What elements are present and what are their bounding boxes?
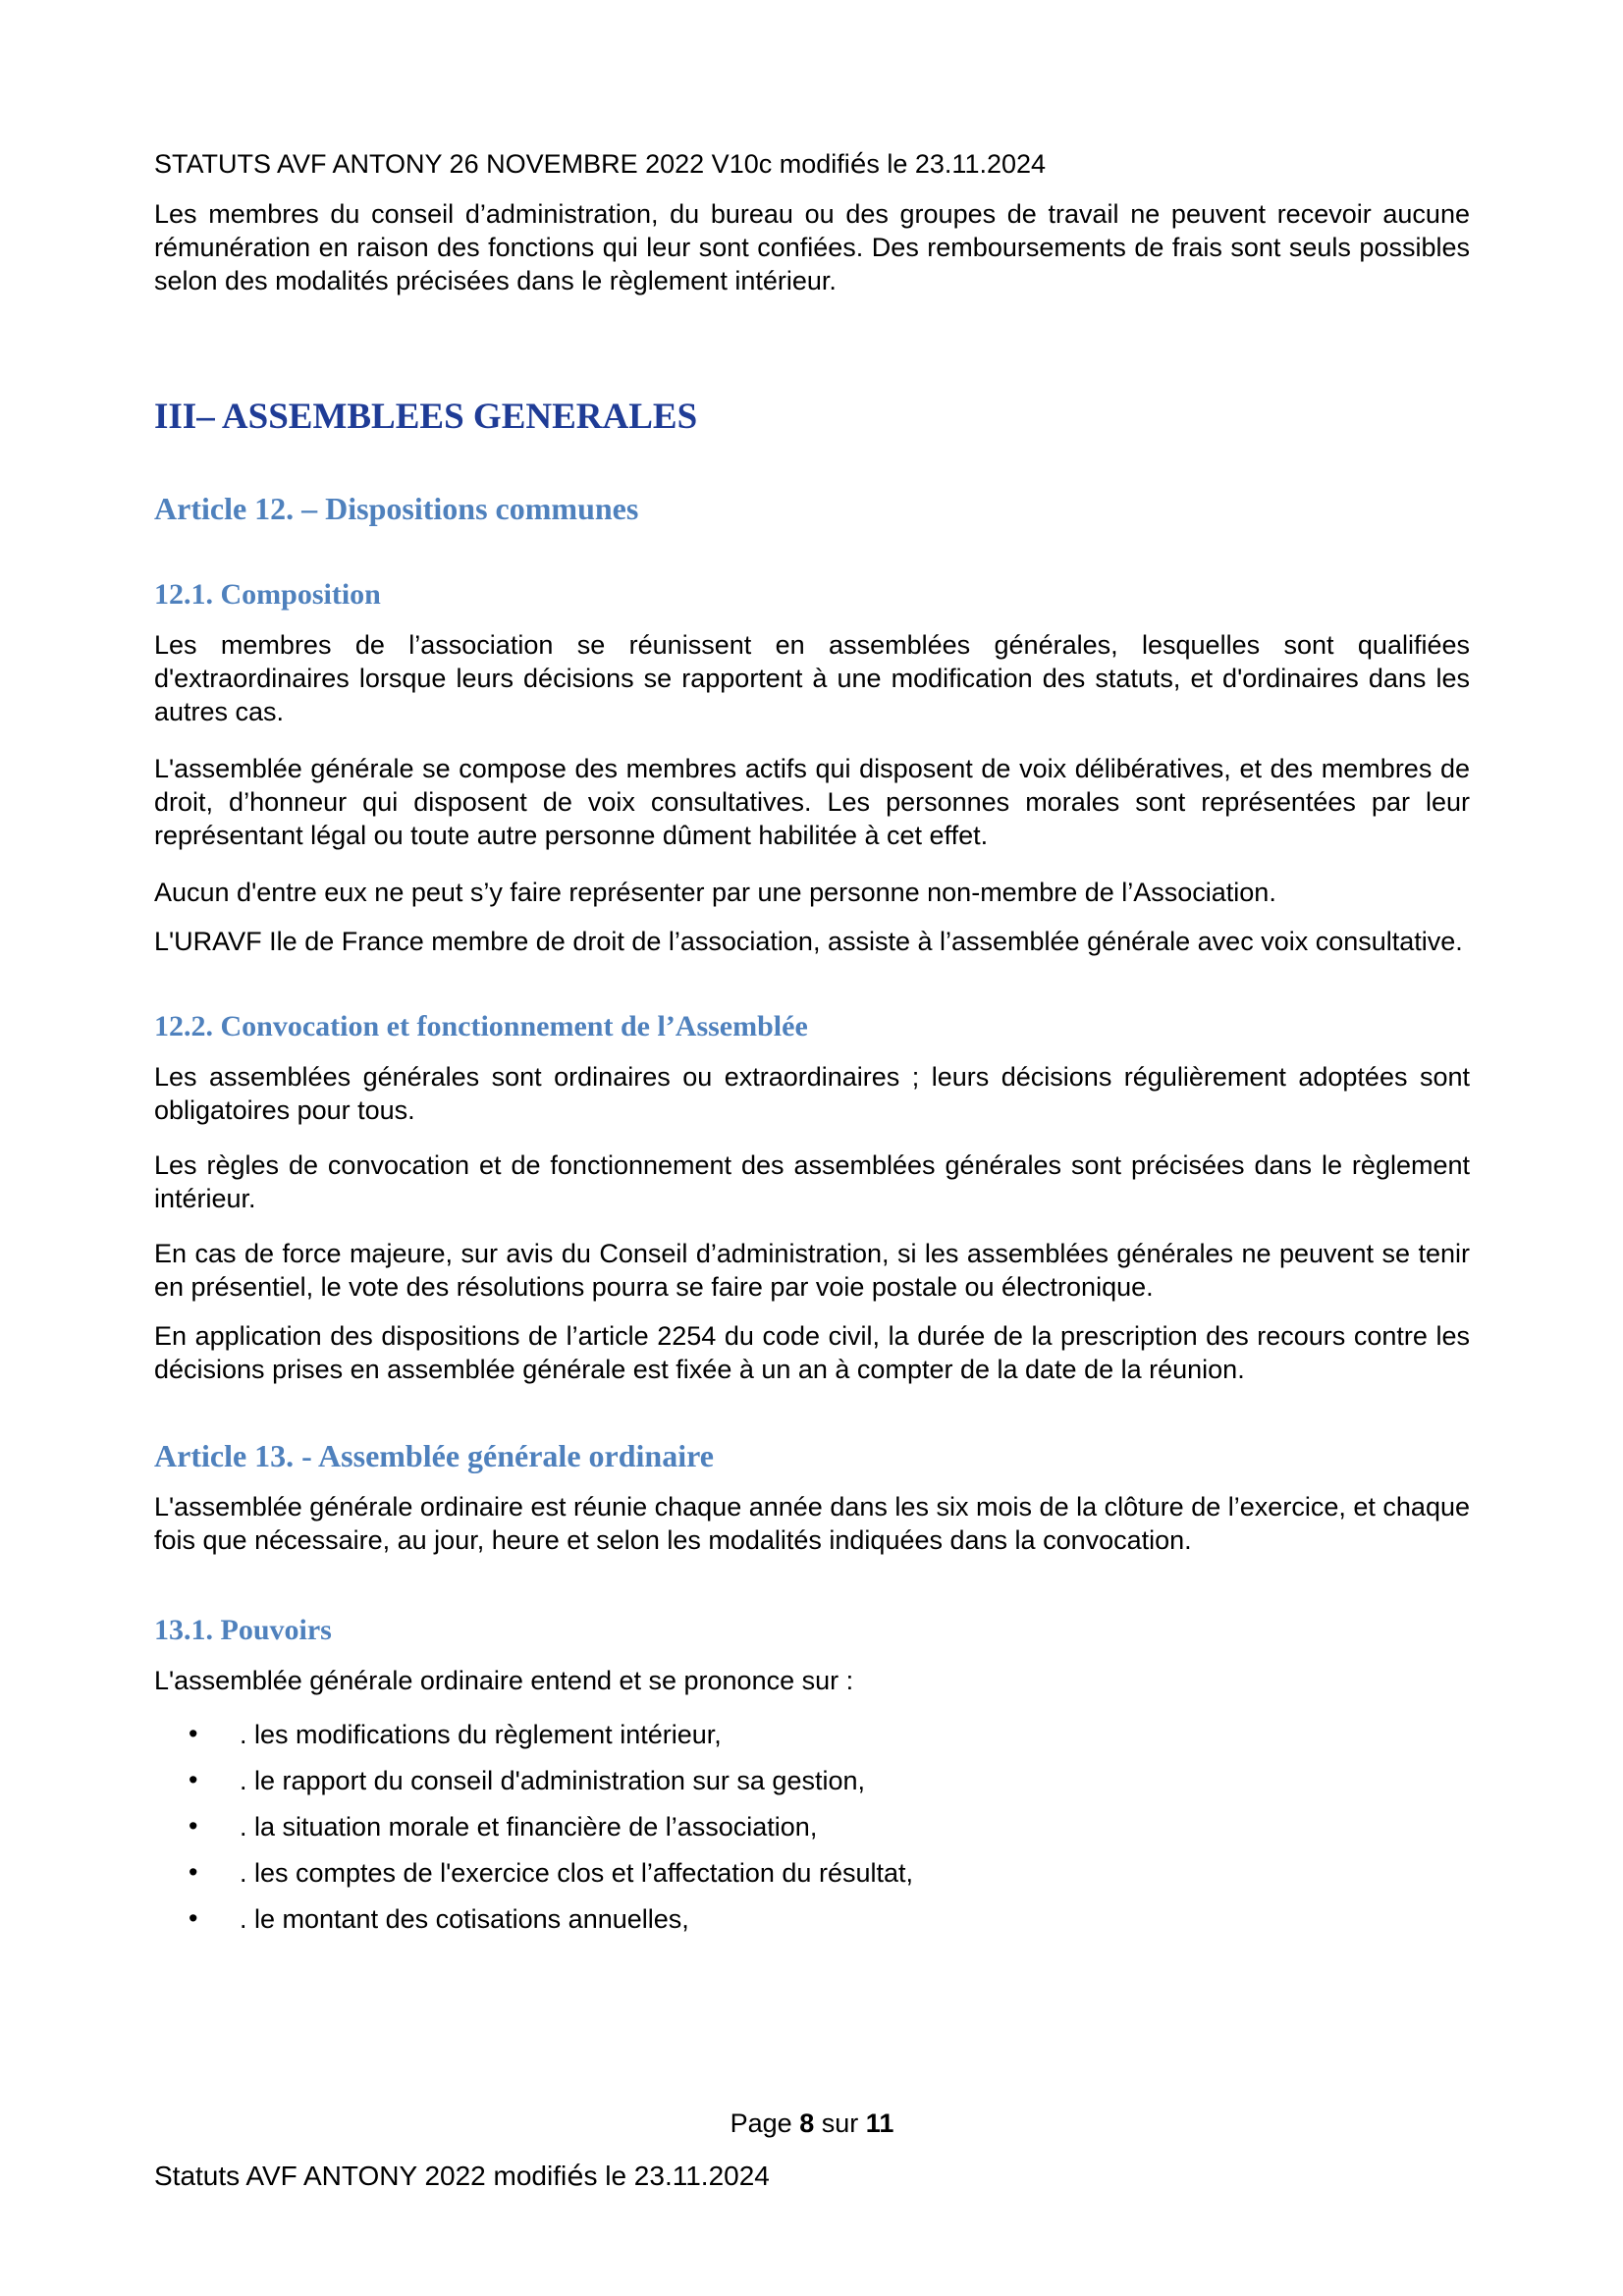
footer-accent-char: é (567, 2160, 584, 2192)
paragraph-12-1-membres: Les membres de l’association se réunissent en assemblées générales, lesquelles sont qualifiées d'extraordinaires lorsque leurs décisions se rapportent à une modification des statuts, et d'ordinaires dans les autres cas. (154, 629, 1470, 726)
page-number-current: 8 (799, 2109, 815, 2138)
list-item-cotisations: • . le montant des cotisations annuelles, (154, 1902, 1470, 1936)
paragraph-12-1-uravf: L'URAVF Ile de France membre de droit de l’association, assiste à l’assemblée générale avec voix consultative. (154, 926, 1463, 956)
list-item-situation: • . la situation morale et financière de l’association, (154, 1810, 1470, 1843)
page-number-separator: sur (821, 2109, 859, 2138)
paragraph-12-2-force-majeure: En cas de force majeure, sur avis du Conseil d’administration, si les assemblées générales ne peuvent se tenir en présentiel, le vote des résolutions pourra se faire par voie postale ou électronique. (154, 1238, 1470, 1302)
heading-12-1-composition: 12.1. Composition (154, 577, 381, 611)
paragraph-12-2-regles: Les règles de convocation et de fonctionnement des assemblées générales sont précisées dans le règlement intérieur. (154, 1149, 1470, 1213)
heading-13-1-pouvoirs: 13.1. Pouvoirs (154, 1614, 332, 1647)
list-item-rapport: • . le rapport du conseil d'administration sur sa gestion, (154, 1764, 1470, 1797)
header-text-after: s le 23.11.2024 (866, 149, 1047, 179)
paragraph-13-reunion: L'assemblée générale ordinaire est réunie chaque année dans les six mois de la clôture de l’exercice, et chaque fois que nécessaire, au jour, heure et selon les modalités indiquées dans la convocation. (154, 1492, 1470, 1556)
powers-bullet-list (154, 1718, 1470, 1936)
article-13-title: Article 13. - Assemblée générale ordinaire (154, 1437, 714, 1473)
page-number-label: Page (730, 2109, 792, 2138)
section-title-assemblees-generales: III– ASSEMBLEES GENERALES (154, 397, 698, 437)
paragraph-12-1-representation: Aucun d'entre eux ne peut s’y faire représenter par une personne non-membre de l’Association. (154, 877, 1276, 907)
header-text-before: STATUTS AVF ANTONY 26 NOVEMBRE 2022 V10c modifi (154, 149, 850, 179)
list-item-reglement: • . les modifications du règlement intérieur, (154, 1718, 1470, 1751)
footer-text-before: Statuts AVF ANTONY 2022 modifi (154, 2161, 568, 2191)
paragraph-13-1-intro: L'assemblée générale ordinaire entend et se prononce sur : (154, 1666, 854, 1696)
paragraph-12-2-ordinaires: Les assemblées générales sont ordinaires ou extraordinaires ; leurs décisions régulièrement adoptées sont obligatoires pour tous. (154, 1061, 1470, 1125)
heading-12-2-convocation: 12.2. Convocation et fonctionnement de l’Assemblée (154, 1009, 808, 1042)
document-header-line (154, 147, 1470, 182)
document-footer-line (154, 2160, 770, 2193)
paragraph-remuneration: Les membres du conseil d’administration, du bureau ou des groupes de travail ne peuvent recevoir aucune rémunération en raison des fonctions qui leur sont confiées. Des remboursements de frais sont seuls possibles selon des modalités précisées dans le règlement intérieur. (154, 199, 1470, 295)
page-number (154, 2107, 1470, 2140)
paragraph-12-1-composition-ag: L'assemblée générale se compose des membres actifs qui disposent de voix délibératives, et des membres de droit, d’honneur qui disposent de voix consultatives. Les personnes morales sont représentées par leur représentant légal ou toute autre personne dûment habilitée à cet effet. (154, 753, 1470, 850)
page-number-total: 11 (865, 2109, 894, 2138)
paragraph-12-2-prescription: En application des dispositions de l’article 2254 du code civil, la durée de la prescription des recours contre les décisions prises en assemblée générale est fixée à un an à compter de la date de la réunion. (154, 1320, 1470, 1384)
footer-text-after: s le 23.11.2024 (583, 2161, 770, 2191)
list-item-comptes: • . les comptes de l'exercice clos et l’affectation du résultat, (154, 1856, 1470, 1890)
header-accent-char: é (849, 149, 867, 180)
article-12-title: Article 12. – Dispositions communes (154, 491, 639, 527)
